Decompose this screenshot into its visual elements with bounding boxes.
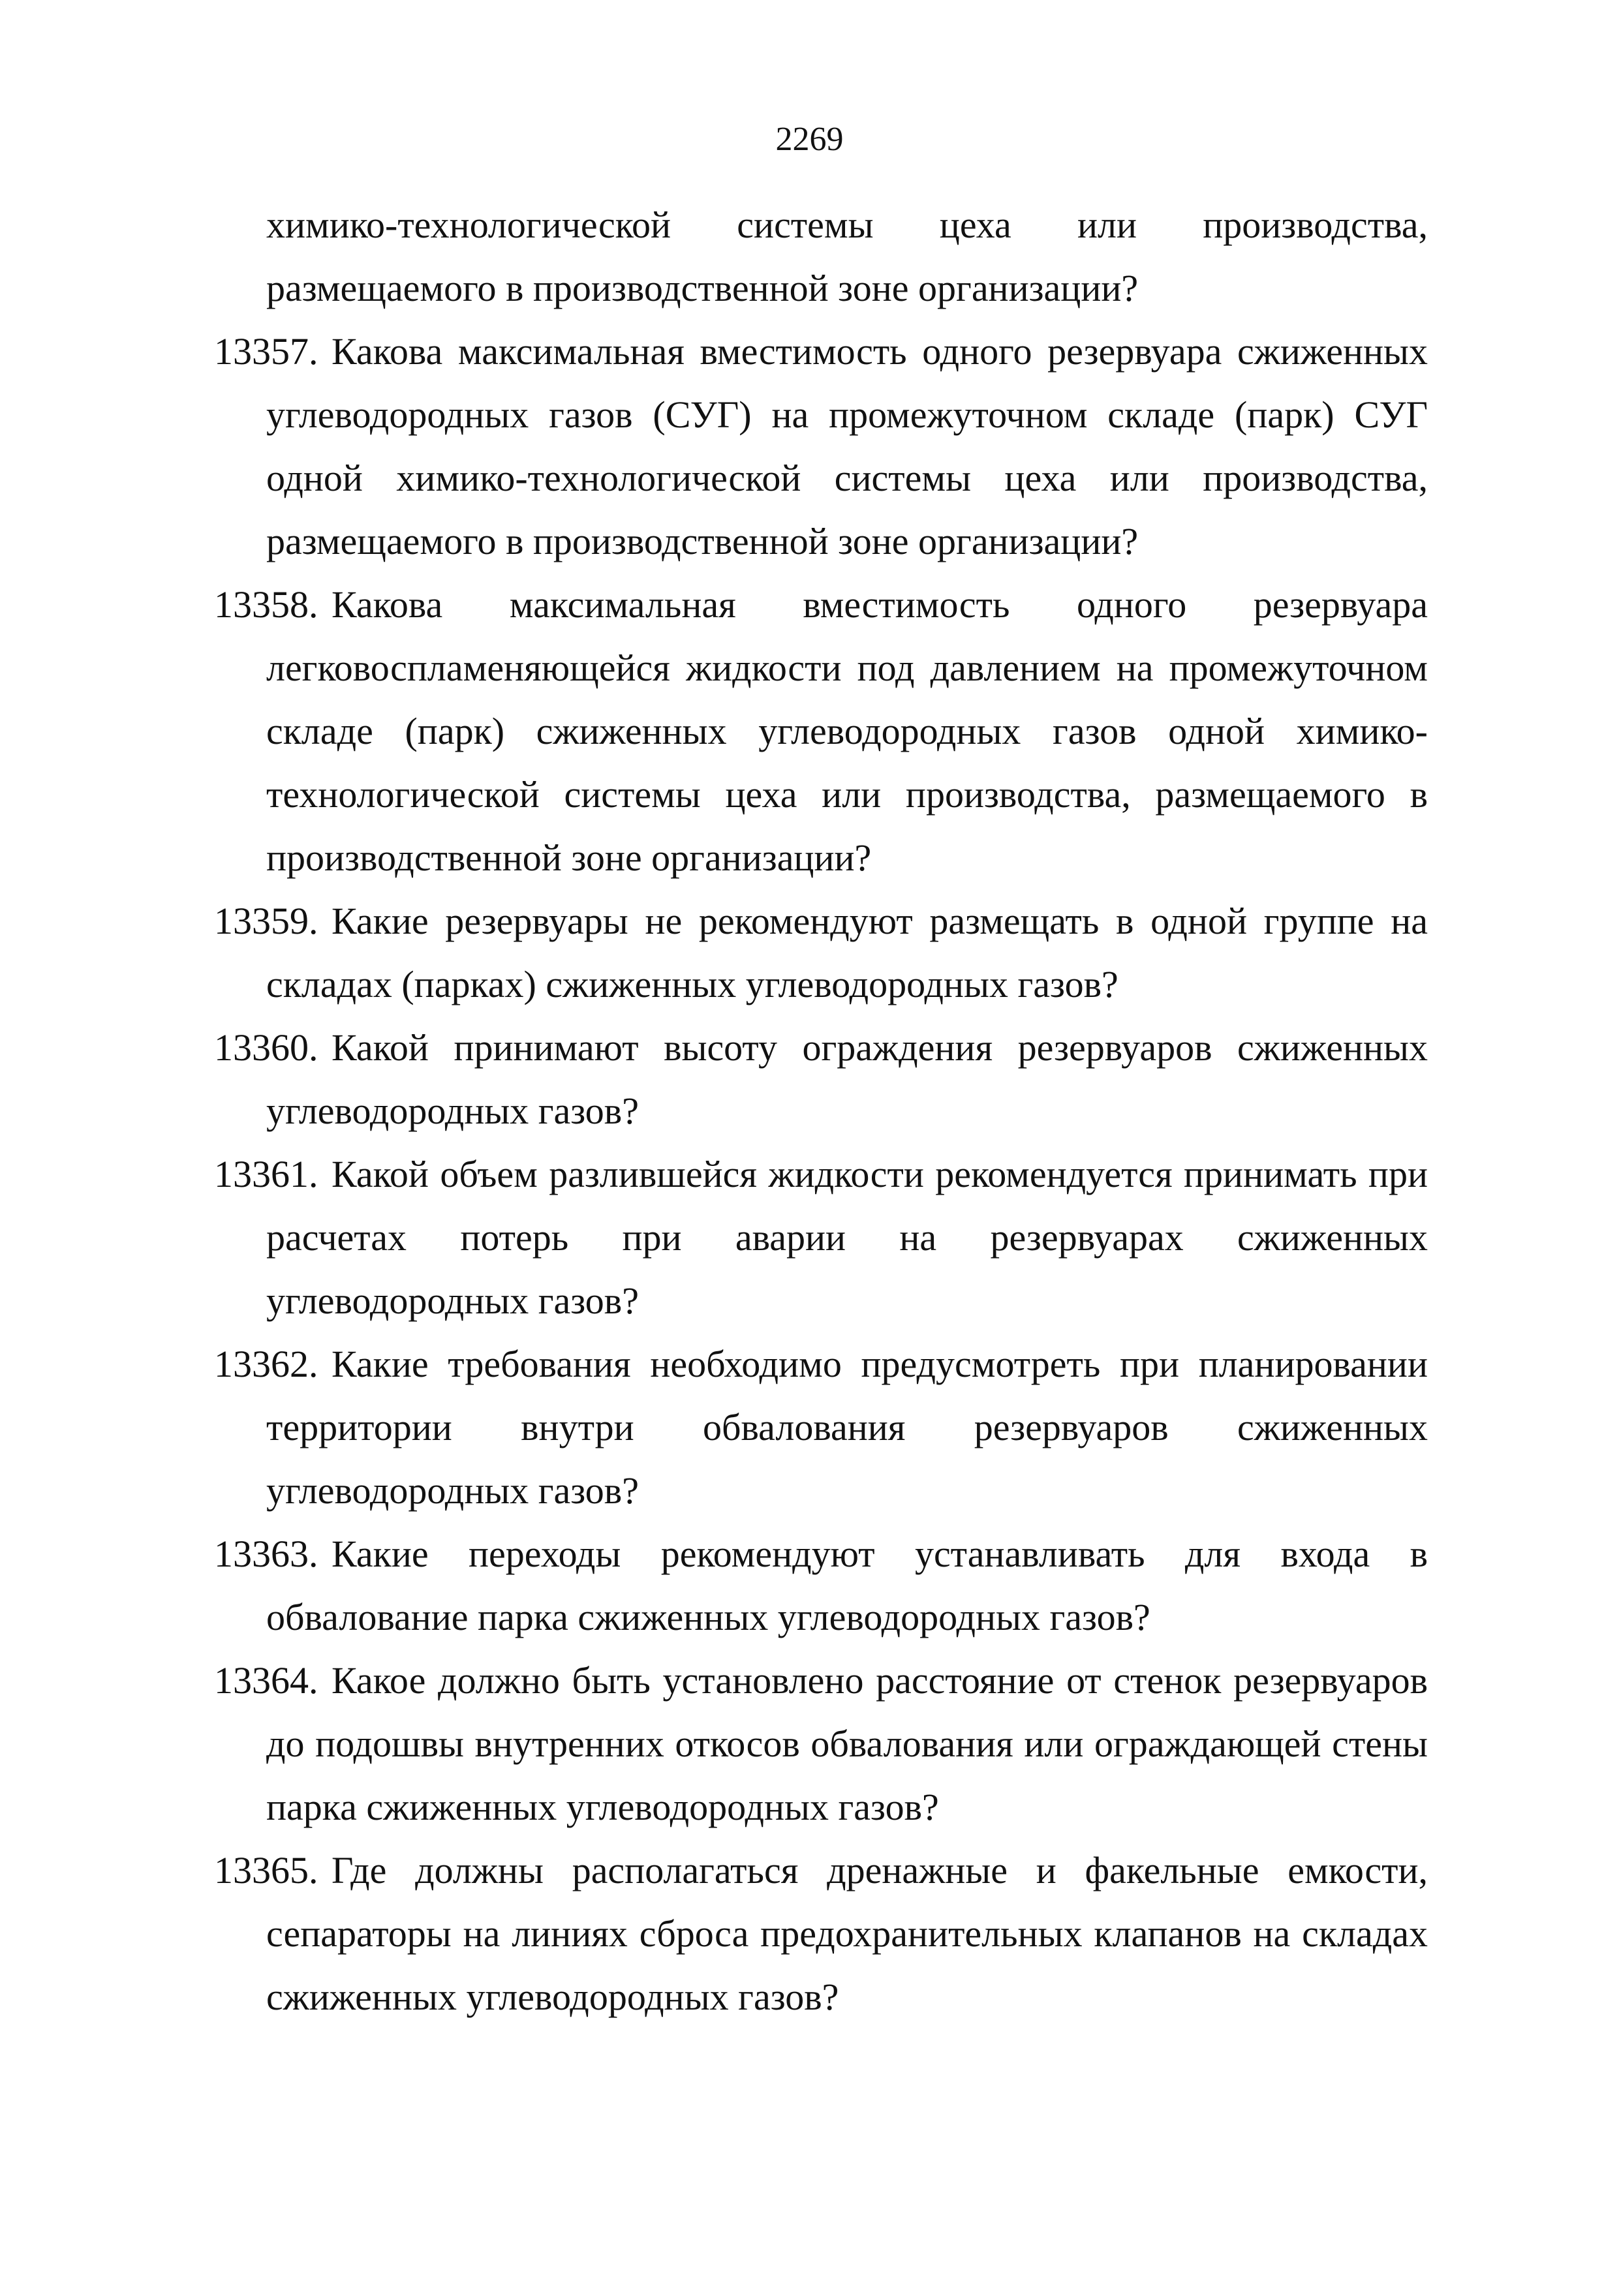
- question-text: Какие требования необходимо предусмотреть при планировании территории внутри обвалования резервуаров сжиженных углеводородных газов?: [266, 1343, 1428, 1512]
- question-number: 13359.: [214, 900, 318, 942]
- question-item: [214, 1016, 1428, 1142]
- question-number: 13363.: [214, 1533, 318, 1575]
- question-number: 13365.: [214, 1849, 318, 1891]
- question-text: Какова максимальная вместимость одного резервуара сжиженных углеводородных газов (СУГ) на промежуточном складе (парк) СУГ одной химико-технологической системы цеха или производства, размещаемого в производственной зоне организации?: [266, 330, 1428, 562]
- question-text: Где должны располагаться дренажные и факельные емкости, сепараторы на линиях сброса предохранительных клапанов на складах сжиженных углеводородных газов?: [266, 1849, 1428, 2018]
- question-number: 13358.: [214, 583, 318, 626]
- question-list: [214, 193, 1428, 2028]
- question-number: 13360.: [214, 1026, 318, 1069]
- question-text: Какой объем разлившейся жидкости рекомендуется принимать при расчетах потерь при аварии на резервуарах сжиженных углеводородных газов?: [266, 1153, 1428, 1322]
- question-text: Какой принимают высоту ограждения резервуаров сжиженных углеводородных газов?: [266, 1026, 1428, 1132]
- question-number: 13364.: [214, 1659, 318, 1702]
- question-item: [214, 889, 1428, 1016]
- question-item: [214, 320, 1428, 573]
- question-text: Какие переходы рекомендуют устанавливать для входа в обвалование парка сжиженных углеводородных газов?: [266, 1533, 1428, 1638]
- page-number: 2269: [775, 121, 844, 158]
- question-text: Какое должно быть установлено расстояние от стенок резервуаров до подошвы внутренних откосов обвалования или ограждающей стены парка сжиженных углеводородных газов?: [266, 1659, 1428, 1828]
- question-item: [214, 1649, 1428, 1839]
- question-item: [214, 1332, 1428, 1522]
- continuation-text: химико-технологической системы цеха или производства, размещаемого в производственной зоне организации?: [266, 204, 1428, 309]
- question-text: Какова максимальная вместимость одного резервуара легковоспламеняющейся жидкости под давлением на промежуточном складе (парк) сжиженных углеводородных газов одной химико-технологической системы цеха или производства, размещаемого в производственной зоне организации?: [266, 583, 1428, 879]
- question-item: [214, 1522, 1428, 1649]
- question-number: 13357.: [214, 330, 318, 373]
- question-text: Какие резервуары не рекомендуют размещать в одной группе на складах (парках) сжиженных углеводородных газов?: [266, 900, 1428, 1005]
- question-number: 13361.: [214, 1153, 318, 1195]
- question-number: 13362.: [214, 1343, 318, 1385]
- question-item: [214, 1839, 1428, 2028]
- question-item: [214, 573, 1428, 889]
- question-item: [214, 1142, 1428, 1332]
